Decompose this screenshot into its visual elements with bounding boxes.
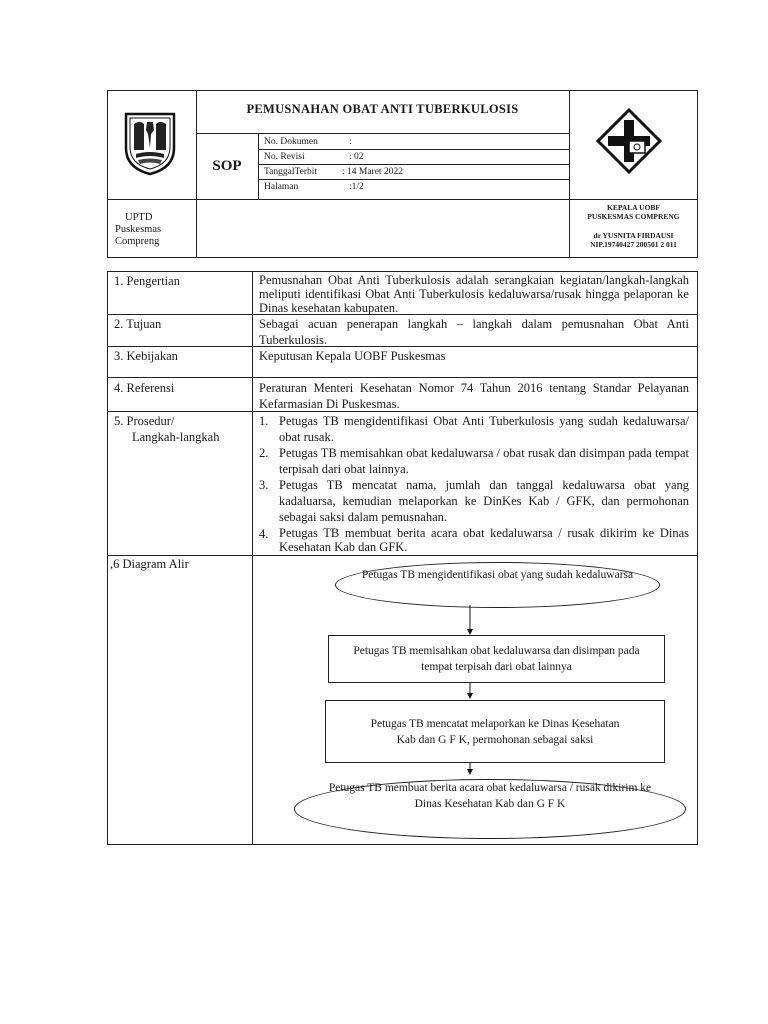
- meta-label-halaman: Halaman: [264, 182, 299, 192]
- step-number: 1.: [259, 414, 269, 428]
- meta-label-tanggal-terbit: TanggalTerbit: [264, 167, 318, 177]
- org-line-1: UPTD: [125, 212, 153, 223]
- section-label-langkah: Langkah-langkah: [132, 430, 220, 444]
- flowchart-process-box: [328, 635, 665, 683]
- meta-value-tanggal-terbit: : 14 Maret 2022: [342, 167, 403, 177]
- meta-label-no-dokumen: No. Dokumen: [264, 137, 318, 147]
- section-text-kebijakan: Keputusan Kepala UOBF Puskesmas: [259, 349, 446, 363]
- section-label-pengertian: 1. Pengertian: [114, 274, 180, 288]
- flowchart-node-text: Petugas TB membuat berita acara obat kedaluwarsa / rusak dikirim ke Dinas Kesehatan Kab dan G F K: [328, 782, 652, 810]
- regional-crest-logo: [120, 110, 180, 176]
- step-number: 4.: [259, 527, 269, 541]
- step-number: 2.: [259, 446, 269, 460]
- signer-title-1: KEPALA UOBF: [607, 203, 660, 212]
- flowchart-start-oval: [335, 562, 660, 608]
- signer-title-2: PUSKESMAS COMPRENG: [587, 212, 680, 221]
- meta-label-no-revisi: No. Revisi: [264, 152, 305, 162]
- section-text-tujuan: Sebagai acuan penerapan langkah – langkah dalam pemusnahan Obat Anti Tuberkulosis.: [259, 317, 689, 347]
- meta-value-no-dokumen: :: [349, 137, 352, 147]
- step-text: Petugas TB mengidentifikasi Obat Anti Tuberkulosis yang sudah kedaluwarsa/ obat rusak.: [279, 414, 689, 444]
- section-text-referensi: Peraturan Menteri Kesehatan Nomor 74 Tahun 2016 tentang Standar Pelayanan Kefarmasian Di Puskesmas.: [259, 381, 689, 411]
- org-line-2: Puskesmas: [115, 224, 162, 235]
- signer-nip: NIP.19740427 200501 2 011: [590, 240, 677, 249]
- puskesmas-logo: [596, 108, 662, 174]
- flowchart-node-text: Petugas TB memisahkan obat kedaluwarsa dan disimpan pada tempat terpisah dari obat lainnya: [353, 645, 640, 673]
- flowchart-node-text: Petugas TB mencatat melaporkan ke Dinas Kesehatan Kab dan G F K, permohonan sebagai saksi: [370, 717, 620, 746]
- section-label-referensi: 4. Referensi: [114, 381, 175, 395]
- section-label-prosedur: 5. Prosedur/: [114, 414, 175, 428]
- section-label-diagram: ,6 Diagram Alir: [110, 557, 189, 571]
- section-label-tujuan: 2. Tujuan: [114, 317, 162, 331]
- sop-label: SOP: [212, 158, 242, 174]
- section-text-pengertian: Pemusnahan Obat Anti Tuberkulosis adalah serangkaian kegiatan/langkah-langkah meliputi identifikasi Obat Anti Tuberkulosis kedaluwarsa/rusak hingga pelaporan ke Dinas kesehatan kabupaten.: [259, 273, 689, 315]
- signer-name: dr YUSNITA FIRDAUSI: [593, 231, 674, 240]
- step-text: Petugas TB membuat berita acara obat kedaluwarsa / rusak dikirim ke Dinas Kesehatan Kab dan GFK.: [279, 526, 689, 554]
- meta-value-no-revisi: : 02: [349, 152, 364, 162]
- flowchart-process-box: [325, 700, 665, 763]
- flowchart-node-text: Petugas TB mengidentifikasi obat yang sudah kedaluwarsa: [361, 569, 634, 581]
- step-text: Petugas TB memisahkan obat kedaluwarsa / obat rusak dan disimpan pada tempat terpisah dari obat lainnya.: [279, 446, 689, 476]
- meta-value-halaman: :1/2: [349, 182, 364, 192]
- section-label-kebijakan: 3. Kebijakan: [114, 349, 178, 363]
- step-number: 3.: [259, 478, 269, 492]
- step-text: Petugas TB mencatat nama, jumlah dan tanggal kedaluwarsa obat yang kadaluarsa, kemudian melaporkan ke DinKes Kab / GFK, dan permohonan sebagai saksi dalam pemusnahan.: [279, 478, 689, 524]
- org-line-3: Compreng: [115, 236, 160, 247]
- flowchart-end-oval: [294, 779, 686, 839]
- document-title: PEMUSNAHAN OBAT ANTI TUBERKULOSIS: [246, 102, 519, 116]
